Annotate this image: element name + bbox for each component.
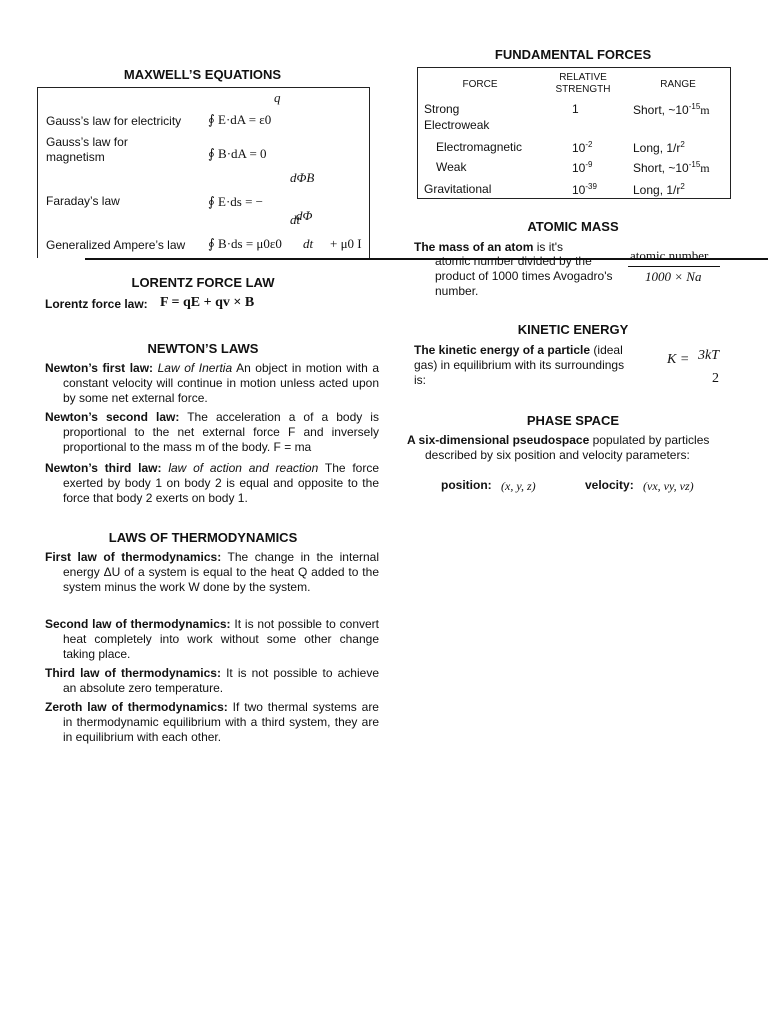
lorentz-label: Lorentz force law: [45, 297, 148, 311]
lorentz-title: LORENTZ FORCE LAW [131, 275, 275, 290]
phase-space-title: PHASE SPACE [526, 413, 620, 428]
kinetic-energy-title: KINETIC ENERGY [517, 322, 629, 337]
thermo-title: LAWS OF THERMODYNAMICS [108, 530, 298, 545]
maxwell-above-faraday: dΦB [290, 170, 315, 185]
forces-cell-range [633, 102, 710, 118]
maxwell-below-ampere: dt [303, 236, 314, 251]
maxwell-below-faraday: dt [290, 212, 301, 227]
atomic-mass-title: ATOMIC MASS [527, 219, 619, 234]
forces-cell-force: Gravitational [424, 182, 492, 196]
newton-second-law [45, 410, 379, 455]
forces-header-strength: RELATIVE STRENGTH [555, 72, 611, 95]
newton-first-law [45, 361, 379, 406]
strength-exponent: -9 [585, 160, 593, 169]
atomic-mass-text1: is it's [536, 240, 564, 254]
kinetic-eq-denominator: 2 [712, 371, 719, 386]
forces-cell-force: Strong [424, 102, 460, 116]
atomic-mass-denominator: 1000 × Na [645, 269, 702, 284]
maxwell-equations-box [37, 87, 370, 258]
forces-cell-range [633, 182, 685, 197]
forces-table [417, 67, 731, 199]
strength-base: 10 [572, 161, 586, 175]
maxwell-label-gauss-magnetic: Gauss’s law for magnetism [46, 135, 128, 164]
forces-cell-strength [572, 160, 592, 175]
newton-law-text: The acceleration a of a body is proportional to the net external force F and inversely proportional to the mass m of the body. F = ma [63, 410, 379, 454]
forces-cell-force: Weak [436, 160, 467, 174]
thermo-law-name: First law of thermodynamics: [45, 550, 222, 564]
newton-third-law [45, 461, 379, 506]
atomic-mass-fraction-bar [628, 266, 720, 267]
maxwell-label-gauss-electric: Gauss’s law for electricity [46, 114, 182, 128]
atomic-mass-text2: atomic number divided by the product of 1000 times Avogadro's number. [435, 254, 613, 298]
forces-cell-force: Electroweak [424, 118, 490, 132]
forces-cell-range [633, 160, 710, 176]
kinetic-eq-left: K = [667, 352, 690, 367]
thermo-law-text: It is not possible to convert heat completely into work without some other change taking place. [63, 617, 379, 661]
range-text: Short, ~10 [633, 161, 689, 175]
maxwell-eq-faraday: ∮ E·ds = − [208, 194, 264, 209]
maxwell-eq-gauss-electric: ∮ E·dA = ε0 [208, 112, 272, 127]
range-exponent: 2 [680, 140, 685, 149]
thermo-second-law [45, 617, 379, 662]
maxwell-title: MAXWELL’S EQUATIONS [123, 67, 282, 82]
phase-space-body: populated by particles described by six position and velocity parameters: [425, 433, 710, 462]
newton-law-name: Newton’s third law: [45, 461, 162, 475]
thermo-law-text: If two thermal systems are in thermodynamic equilibrium with a third system, they are in equilibrium with each other. [63, 700, 379, 744]
kinetic-energy-body: (ideal gas) in equilibrium with its surroundings is: [414, 343, 625, 387]
thermo-first-law [45, 550, 379, 595]
strength-exponent: -39 [585, 182, 597, 191]
phase-velocity-value: (vx, vy, vz) [643, 479, 694, 493]
maxwell-above-gauss-electric: q [274, 90, 281, 105]
newton-law-name: Newton’s first law: [45, 361, 154, 375]
kinetic-energy-text [414, 343, 636, 388]
strength-exponent: -2 [585, 140, 593, 149]
range-exponent: 2 [680, 182, 685, 191]
strength-base: 10 [572, 183, 586, 197]
newton-law-text: An object in motion with a constant velocity will continue in motion unless acted upon by some net external force. [63, 361, 379, 405]
forces-title: FUNDAMENTAL FORCES [494, 47, 652, 62]
lorentz-equation: F = qE + qv × B [160, 295, 255, 310]
strength-base: 10 [572, 141, 586, 155]
maxwell-eq-gauss-magnetic: ∮ B·dA = 0 [208, 146, 267, 161]
thermo-third-law [45, 666, 379, 696]
maxwell-label-ampere: Generalized Ampere’s law [46, 238, 186, 252]
atomic-mass-numerator: atomic number [630, 248, 709, 263]
maxwell-label-faraday: Faraday’s law [46, 194, 120, 208]
newton-title: NEWTON’S LAWS [147, 341, 259, 356]
thermo-law-name: Second law of thermodynamics: [45, 617, 231, 631]
thermo-law-name: Zeroth law of thermodynamics: [45, 700, 228, 714]
range-text: Short, ~10 [633, 103, 689, 117]
forces-cell-range [633, 140, 685, 155]
newton-law-name: Newton’s second law: [45, 410, 180, 424]
kinetic-eq-numerator: 3kT [698, 348, 719, 363]
kinetic-energy-lead: The kinetic energy of a particle [414, 343, 591, 357]
newton-law-italic: law of action and reaction [168, 461, 319, 475]
thermo-law-text: It is not possible to achieve an absolute zero temperature. [63, 666, 379, 695]
forces-cell-force: Electromagnetic [436, 140, 523, 154]
phase-position-value: (x, y, z) [501, 479, 536, 493]
forces-header-range: RANGE [660, 79, 696, 90]
phase-space-lead: A six-dimensional pseudospace [407, 433, 590, 447]
phase-velocity-label: velocity: [585, 478, 634, 492]
maxwell-tail-ampere: + μ0 I [330, 236, 362, 251]
range-text: Long, 1/r [633, 141, 681, 155]
forces-cell-strength: 1 [572, 102, 579, 116]
range-exponent: -15 [688, 102, 701, 111]
forces-cell-strength [572, 140, 592, 155]
range-exponent: -15 [688, 160, 701, 169]
thermo-zeroth-law [45, 700, 379, 745]
thermo-law-text: The change in the internal energy ΔU of a system is equal to the heat Q added to the system minus the work W done by the system. [63, 550, 379, 594]
atomic-mass-lead-line [414, 240, 624, 255]
newton-law-italic: Law of Inertia [157, 361, 233, 375]
maxwell-above-ampere: dΦ [296, 208, 313, 223]
thermo-law-name: Third law of thermodynamics: [45, 666, 221, 680]
range-text: Long, 1/r [633, 183, 681, 197]
phase-position-label: position: [441, 478, 492, 492]
newton-law-text: The force exerted by body 1 on body 2 is equal and opposite to the force that body 2 exerts on body 1. [63, 461, 380, 505]
forces-cell-strength [572, 182, 597, 197]
range-unit: m [700, 161, 710, 175]
maxwell-eq-ampere: ∮ B·ds = μ0ε0 [208, 236, 282, 251]
atomic-mass-lead: The mass of an atom [414, 240, 534, 254]
range-unit: m [700, 103, 710, 117]
phase-space-text [407, 433, 745, 463]
forces-header-force: FORCE [462, 79, 498, 90]
